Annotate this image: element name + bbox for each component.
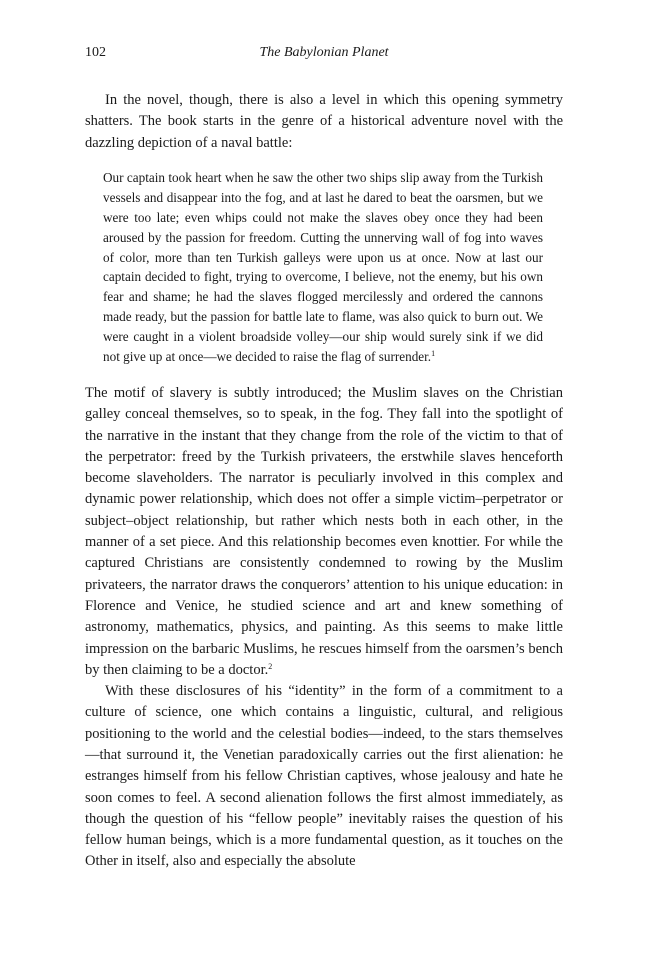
block-quote-text: Our captain took heart when he saw the other two ships slip away from the Turkish vessels and disappear into the fog, and at last he dared to beat the oarsmen, but we were too late; even whips could not make the slaves obey once they had been aroused by the passion for freedom. Cutting the unnerving wall of fog into waves of color, more than ten Turkish galleys were upon us at once. Now at last our captain decided to fight, trying to overcome, I believe, not the enemy, but his own fear and shame; he had the slaves flogged mercilessly and ordered the cannons made ready, but the passion for battle late to flame, was also quick to burn out. We were caught in a violent broadside volley—our ship would surely sink if we did not give up at once—we decided to raise the flag of surrender.: [103, 169, 543, 365]
disclosure-paragraph: With these disclosures of his “identity” in the form of a commitment to a culture of science, one which contains a linguistic, cultural, and religious positioning to the world and the celestial bodies—indeed, to the stars themselves—that surround it, the Venetian paradoxically carries out the first alienation: he estranges himself from his fellow Christian captives, whose jealousy and hate he soon comes to feel. A second alienation follows the first almost immediately, as though the question of his “fellow people” inevitably raises the question of his fellow human beings, which is a more fundamental question, as it touches on the Other in itself, also and especially the absolute: [85, 683, 563, 870]
block-quote: [103, 168, 543, 367]
running-head: [85, 45, 563, 67]
motif-paragraph-text: The motif of slavery is subtly introduced; the Muslim slaves on the Christian galley conceal themselves, so to speak, in the fog. They fall into the spotlight of the narrative in the instant that they change from the role of the victim to that of the perpetrator: freed by the Turkish privateers, the erstwhile slaves henceforth become slaveholders. The narrator is peculiarly involved in this complex and dynamic power relationship, which does not offer a simple victim–perpetrator or subject–object relationship, but rather which nests both in each other, in the manner of a set piece. And this relationship becomes even knottier. For while the captured Christians are consistently condemned to rowing by the Muslim privateers, the narrator draws the conquerors’ attention to his unique education: in Florence and Venice, he studied science and art and knew something of astronomy, mathematics, physics, and painting. As this seems to make little impression on the barbaric Muslims, he rescues himself from the oarsmen’s bench by then claiming to be a doctor.: [85, 384, 563, 678]
footnote-marker-2: 2: [268, 661, 273, 671]
motif-paragraph: [85, 383, 563, 681]
page-number: 102: [85, 45, 106, 60]
intro-paragraph: In the novel, though, there is also a level in which this opening symmetry shatters. The book starts in the genre of a historical adventure novel with the dazzling depiction of a naval battle:: [85, 92, 563, 151]
page-content: [85, 90, 563, 873]
footnote-marker-1: 1: [431, 349, 436, 359]
running-title: The Babylonian Planet: [259, 45, 389, 60]
